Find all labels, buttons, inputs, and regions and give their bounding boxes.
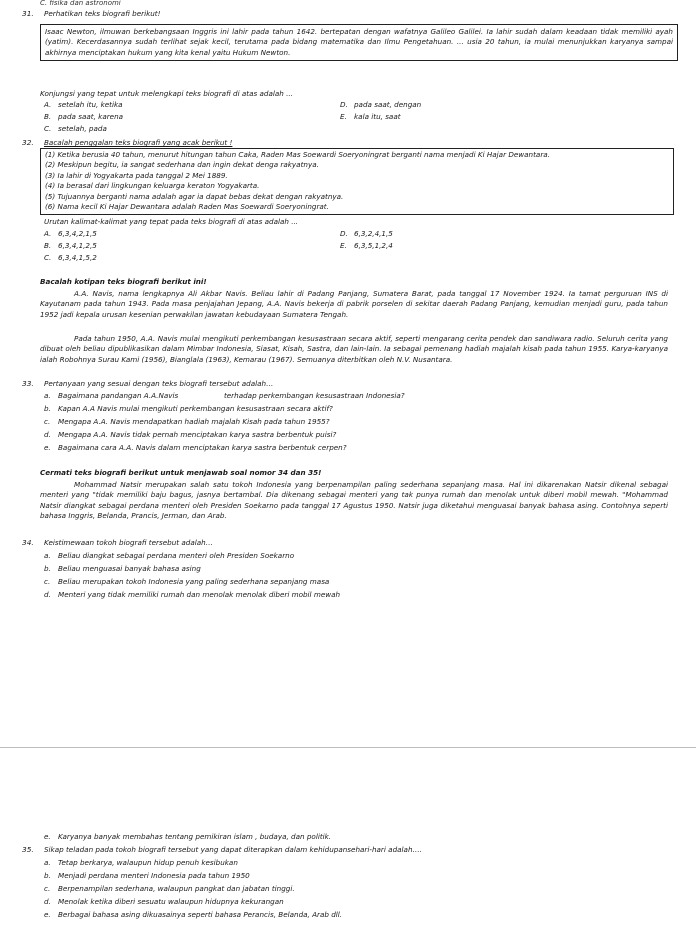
- q35-option-a[interactable]: a. Tetap berkarya, walaupun hidup penuh kesibukan: [44, 858, 238, 867]
- q33-option-c[interactable]: c. Mengapa A.A. Navis mendapatkan hadiah majalah Kisah pada tahun 1955?: [44, 417, 330, 426]
- q35-option-c[interactable]: c. Berpenampilan sederhana, walaupun pangkat dan jabatan tinggi.: [44, 884, 295, 893]
- q34-option-c[interactable]: c. Beliau merupakan tokoh Indonesia yang paling sederhana sepanjang masa: [44, 577, 330, 586]
- q31-question: Konjungsi yang tepat untuk melengkapi teks biografi di atas adalah ...: [40, 89, 293, 98]
- q31-prompt: Perhatikan teks biografi berikut!: [44, 9, 161, 18]
- q32-number: 32.: [22, 138, 34, 147]
- q32-option-b[interactable]: B. 6,3,4,1,2,5: [44, 241, 97, 250]
- q32-sentence-4: (4) Ia berasal dari lingkungan keluarga keraton Yogyakarta.: [45, 181, 260, 191]
- q35-option-e[interactable]: e. Berbagai bahasa asing dikuasainya seperti bahasa Perancis, Belanda, Arab dll.: [44, 910, 343, 919]
- navis-paragraph-1: A.A. Navis, nama lengkapnya Ali Akbar Navis. Beliau lahir di Padang Panjang, Sumatera Barat, pada tanggal 17 November 1924. Ia tamat perguruan INS di Kayutanam pada tahun 1943. Pada masa penjajahan Jepang, A.A. Navis bekerja di pabrik porselen di sekitar daerah Padang Panjang, kemudian menjadi guru, pada tahun 1952 jadi kepala urusan kesenian perwakilan jawatan kebudayaan Sumatera Tengah.: [40, 289, 668, 319]
- q31-option-a[interactable]: A. setelah itu, ketika: [44, 100, 123, 109]
- q32-question: Urutan kalimat-kalimat yang tepat pada teks biografi di atas adalah ...: [44, 217, 299, 226]
- q33-option-d[interactable]: d. Mengapa A.A. Navis tidak pernah menciptakan karya sastra berbentuk puisi?: [44, 430, 337, 439]
- q35-question: Sikap teladan pada tokoh biografi tersebut yang dapat diterapkan dalam kehidupansehari-hari adalah….: [44, 845, 422, 854]
- q31-option-c[interactable]: C. setelah, pada: [44, 124, 107, 133]
- q32-sentence-5: (5) Tujuannya berganti nama adalah agar ia dapat bebas dekat dengan rakyatnya.: [45, 191, 344, 201]
- q32-option-e[interactable]: E. 6,3,5,1,2,4: [340, 241, 393, 250]
- q31-passage: Isaac Newton, ilmuwan berkebangsaan Inggris ini lahir pada tahun 1642. bertepatan dengan wafatnya Galileo Galilei. Ia lahir sudah dalam keadaan tidak memiliki ayah (yatim). Kecerdasannya sudah terlihat sejak kecil, terutama pada bidang matematika dan Ilmu Pengetahuan. ... usia 20 tahun, ia mulai menunjukkan karyanya sampai akhirnya menciptakan hukum yang kita kenal yaitu Hukum Newton.: [45, 27, 673, 57]
- navis-paragraph-2: Pada tahun 1950, A.A. Navis mulai mengikuti perkembangan kesusastraan secara aktif, seperti mengarang cerita pendek dan sandiwara radio. Seluruh cerita yang dibuat oleh beliau dipublikasikan dalam Mimbar Indonesia, Siasat, Kisah, Sastra, dan lain-lain. Ia sebagai pemenang hadiah majalah kisah pada tahun 1955. Karya-karyanya ialah Robohnya Surau Kami (1956), Bianglala (1963), Kemarau (1967). Semuanya diterbitkan oleh N.V. Nusantara.: [40, 334, 668, 364]
- q32-prompt: Bacalah penggalan teks biografi yang acak berikut !: [44, 138, 233, 147]
- q31-passage-box: [40, 24, 678, 61]
- q34-option-b[interactable]: b. Beliau menguasai banyak bahasa asing: [44, 564, 201, 573]
- page-divider: [0, 747, 696, 748]
- q35-option-d[interactable]: d. Menolak ketika diberi sesuatu walaupun hidupnya kekurangan: [44, 897, 284, 906]
- q32-sentence-1: (1) Ketika berusia 40 tahun, menurut hitungan tahun Caka, Raden Mas Soewardi Soeryoningrat berganti nama menjadi Ki Hajar Dewantara.: [45, 150, 550, 159]
- q31-option-e[interactable]: E. kala itu, saat: [340, 112, 401, 121]
- q33-option-a[interactable]: a. Bagaimana pandangan A.A.Navis terhadap perkembangan kesusastraan Indonesia?: [44, 391, 405, 400]
- q31-number: 31.: [22, 9, 34, 18]
- q35-option-b[interactable]: b. Menjadi perdana menteri Indonesia pada tahun 1950: [44, 871, 250, 880]
- q31-option-b[interactable]: B. pada saat, karena: [44, 112, 124, 121]
- q35-number: 35.: [22, 845, 34, 854]
- natsir-paragraph: Mohammad Natsir merupakan salah satu tokoh Indonesia yang berpenampilan paling sederhana sepanjang masa. Hal ini dikarenakan Natsir dikenal sebagai menteri yang "tidak memiliki baju bagus, jasnya bertambal. Dia dikenang sebagai menteri yang tak punya rumah dan menolak untuk diberi mobil mewah. "Mohammad Natsir diangkat sebagai perdana menteri oleh Presiden Soekarno pada tanggal 17 Agustus 1950. Natsir juga diketahui menguasai banyak bahasa asing. Contohnya seperti bahasa Inggris, Belanda, Prancis, Jerman, dan Arab.: [40, 480, 668, 521]
- q32-option-a[interactable]: A. 6,3,4,2,1,5: [44, 229, 97, 238]
- q32-option-c[interactable]: C. 6,3,4,1,5,2: [44, 253, 97, 262]
- header-fragment: C. fisika dan astronomi: [40, 0, 121, 5]
- q32-sentence-box: [40, 148, 674, 215]
- q33-question: Pertanyaan yang sesuai dengan teks biografi tersebut adalah…: [44, 379, 274, 388]
- q33-number: 33.: [22, 379, 34, 388]
- q34-option-a[interactable]: a. Beliau diangkat sebagai perdana menteri oleh Presiden Soekarno: [44, 551, 295, 560]
- navis-heading: Bacalah kotipan teks biografi berikut ini!: [40, 277, 207, 286]
- q33-option-e[interactable]: e. Bagaimana cara A.A. Navis dalam menciptakan karya sastra berbentuk cerpen?: [44, 443, 347, 452]
- q34-option-d[interactable]: d. Menteri yang tidak memiliki rumah dan menolak menolak diberi mobil mewah: [44, 590, 341, 599]
- natsir-heading: Cermati teks biografi berikut untuk menjawab soal nomor 34 dan 35!: [40, 468, 322, 477]
- q34-number: 34.: [22, 538, 34, 547]
- continued-option-e[interactable]: e. Karyanya banyak membahas tentang pemikiran islam , budaya, dan politik.: [44, 832, 332, 841]
- q32-sentence-6: (6) Nama kecil Ki Hajar Dewantara adalah Raden Mas Soewardi Soeryoningrat.: [45, 202, 329, 212]
- q34-question: Keistimewaan tokoh biografi tersebut adalah…: [44, 538, 213, 547]
- q31-option-d[interactable]: D. pada saat, dengan: [340, 100, 422, 109]
- q33-option-b[interactable]: b. Kapan A.A Navis mulai mengikuti perkembangan kesusastraan secara aktif?: [44, 404, 333, 413]
- q32-sentence-3: (3) Ia lahir di Yogyakarta pada tanggal 2 Mei 1889.: [45, 170, 228, 180]
- q32-option-d[interactable]: D. 6,3,2,4,1,5: [340, 229, 393, 238]
- q32-sentence-2: (2) Meskipun begitu, ia sangat sederhana dan ingin dekat denga rakyatnya.: [45, 160, 319, 170]
